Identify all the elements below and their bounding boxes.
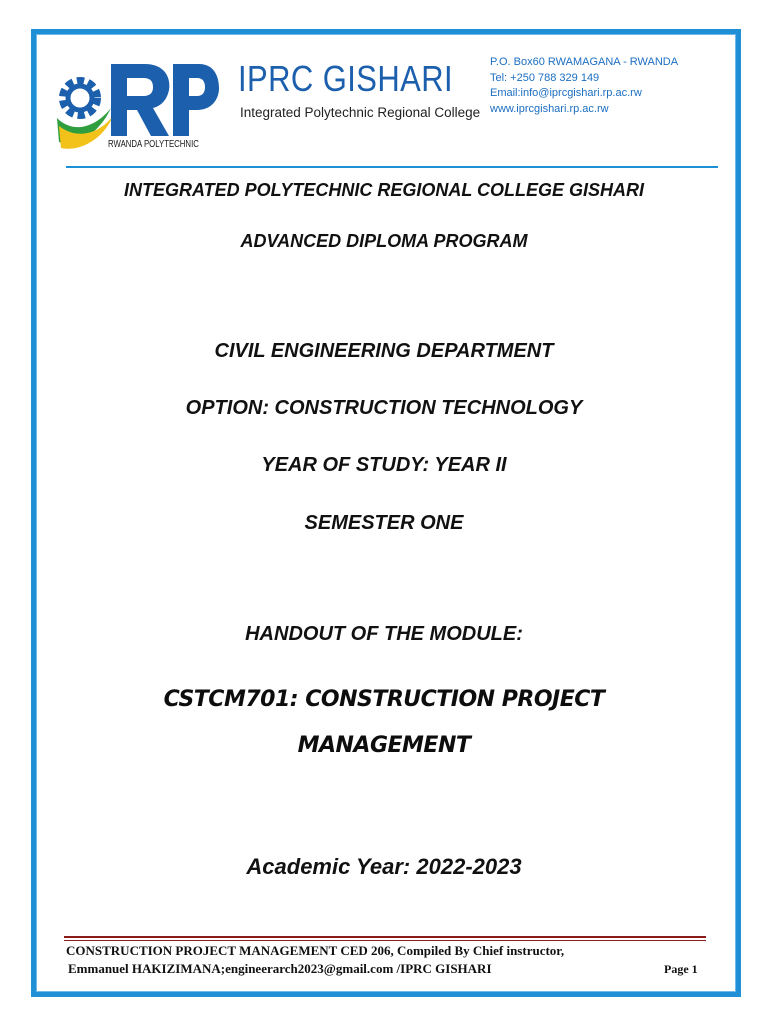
module-title-line2: MANAGEMENT [297, 733, 471, 758]
footer-text-line1: CONSTRUCTION PROJECT MANAGEMENT CED 206, Compiled By Chief instructor, [66, 943, 565, 958]
module-title-line1: CSTCM701: CONSTRUCTION PROJECT [163, 687, 605, 712]
letter-p [173, 64, 219, 136]
gear-icon [63, 81, 97, 115]
program-title: ADVANCED DIPLOMA PROGRAM [240, 231, 528, 251]
telephone: Tel: +250 788 329 149 [490, 71, 600, 84]
department-title: CIVIL ENGINEERING DEPARTMENT [214, 340, 554, 362]
college-subtitle: Integrated Polytechnic Regional College [240, 105, 481, 120]
header-divider [66, 166, 718, 168]
contact-block [490, 55, 678, 117]
module-title [36, 677, 732, 769]
semester: SEMESTER ONE [304, 512, 464, 534]
logo-caption: RWANDA POLYTECHNIC [108, 139, 199, 150]
college-full-name: INTEGRATED POLYTECHNIC REGIONAL COLLEGE GISHARI [123, 180, 645, 200]
page-number: Page 1 [664, 962, 698, 976]
footer-divider-thin [64, 940, 706, 941]
po-box: P.O. Box60 RWAMAGANA - RWANDA [490, 56, 679, 68]
footer-text-line2: Emmanuel HAKIZIMANA;engineerarch2023@gmail.com /IPRC GISHARI [68, 961, 492, 976]
year-of-study: YEAR OF STUDY: YEAR II [261, 454, 507, 476]
college-name: IPRC GISHARI [238, 58, 454, 99]
website-link[interactable]: www.iprcgishari.rp.ac.rw [490, 102, 609, 115]
academic-year: Academic Year: 2022-2023 [246, 854, 522, 879]
footer-divider [64, 936, 706, 938]
letter-r [111, 64, 169, 136]
handout-label: HANDOUT OF THE MODULE: [245, 623, 523, 645]
email-link[interactable]: Email:info@iprcgishari.rp.ac.rw [490, 87, 642, 99]
option-title: OPTION: CONSTRUCTION TECHNOLOGY [185, 397, 583, 419]
